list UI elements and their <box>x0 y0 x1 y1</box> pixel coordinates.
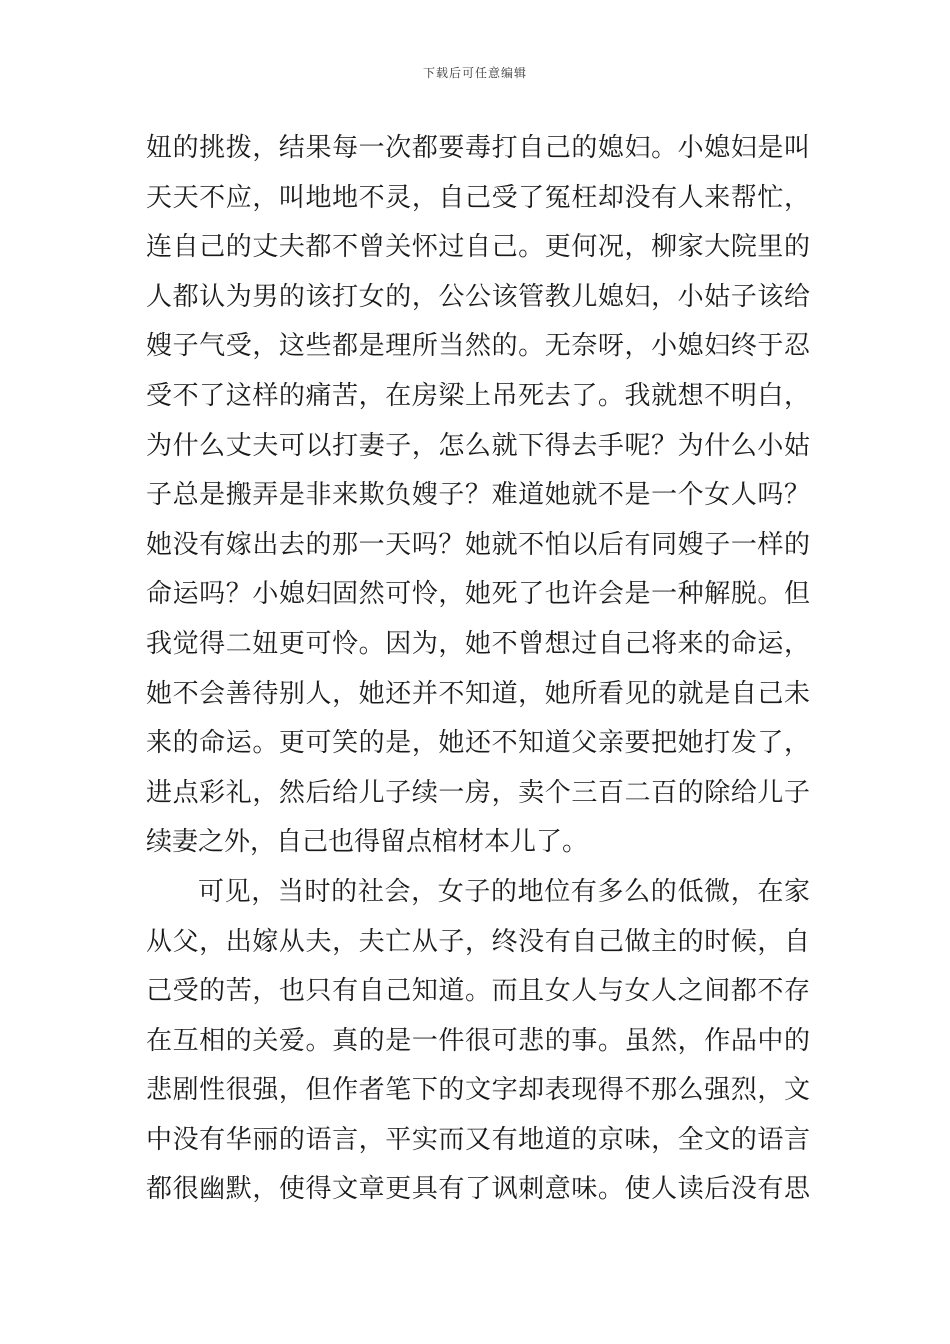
text-line: 悲剧性很强，但作者笔下的文字却表现得不那么强烈，文 <box>146 1075 810 1106</box>
text-line: 嫂子气受，这些都是理所当然的。无奈呀，小媳妇终于忍 <box>146 331 810 362</box>
text-line: 命运吗？小媳妇固然可怜，她死了也许会是一种解脱。但 <box>146 579 810 610</box>
paragraph-1 <box>146 124 810 868</box>
text-line: 续妻之外，自己也得留点棺材本儿了。 <box>146 827 589 858</box>
text-line: 她不会善待别人，她还并不知道，她所看见的就是自己未 <box>146 678 810 709</box>
text-line: 来的命运。更可笑的是，她还不知道父亲要把她打发了， <box>146 728 810 759</box>
text-line: 受不了这样的痛苦，在房梁上吊死去了。我就想不明白， <box>146 380 810 411</box>
text-line: 可见，当时的社会，女子的地位有多么的低微，在家 <box>198 876 810 907</box>
text-line: 我觉得二妞更可怜。因为，她不曾想过自己将来的命运， <box>146 628 810 659</box>
text-line: 天天不应，叫地地不灵，自己受了冤枉却没有人来帮忙， <box>146 182 810 213</box>
text-line: 中没有华丽的语言，平实而又有地道的京味，全文的语言 <box>146 1124 810 1155</box>
paragraph-2 <box>146 868 810 1215</box>
text-line: 为什么丈夫可以打妻子，怎么就下得去手呢？为什么小姑 <box>146 430 810 461</box>
text-line: 子总是搬弄是非来欺负嫂子？难道她就不是一个女人吗？ <box>146 480 810 511</box>
text-line: 妞的挑拨，结果每一次都要毒打自己的媳妇。小媳妇是叫 <box>146 133 810 163</box>
page-header: 下载后可任意编辑 <box>422 66 527 80</box>
text-line: 连自己的丈夫都不曾关怀过自己。更何况，柳家大院里的 <box>146 232 810 263</box>
text-line: 进点彩礼，然后给儿子续一房，卖个三百二百的除给儿子 <box>146 777 810 808</box>
text-line: 人都认为男的该打女的，公公该管教儿媳妇，小姑子该给 <box>146 281 810 312</box>
text-line: 从父，出嫁从夫，夫亡从子，终没有自己做主的时候，自 <box>146 926 810 957</box>
text-line: 在互相的关爱。真的是一件很可悲的事。虽然，作品中的 <box>146 1025 810 1056</box>
text-line: 己受的苦，也只有自己知道。而且女人与女人之间都不存 <box>146 976 810 1007</box>
text-line: 都很幽默，使得文章更具有了讽刺意味。使人读后没有思 <box>146 1174 810 1205</box>
text-line: 她没有嫁出去的那一天吗？她就不怕以后有同嫂子一样的 <box>146 529 810 560</box>
body-text <box>146 124 810 1215</box>
